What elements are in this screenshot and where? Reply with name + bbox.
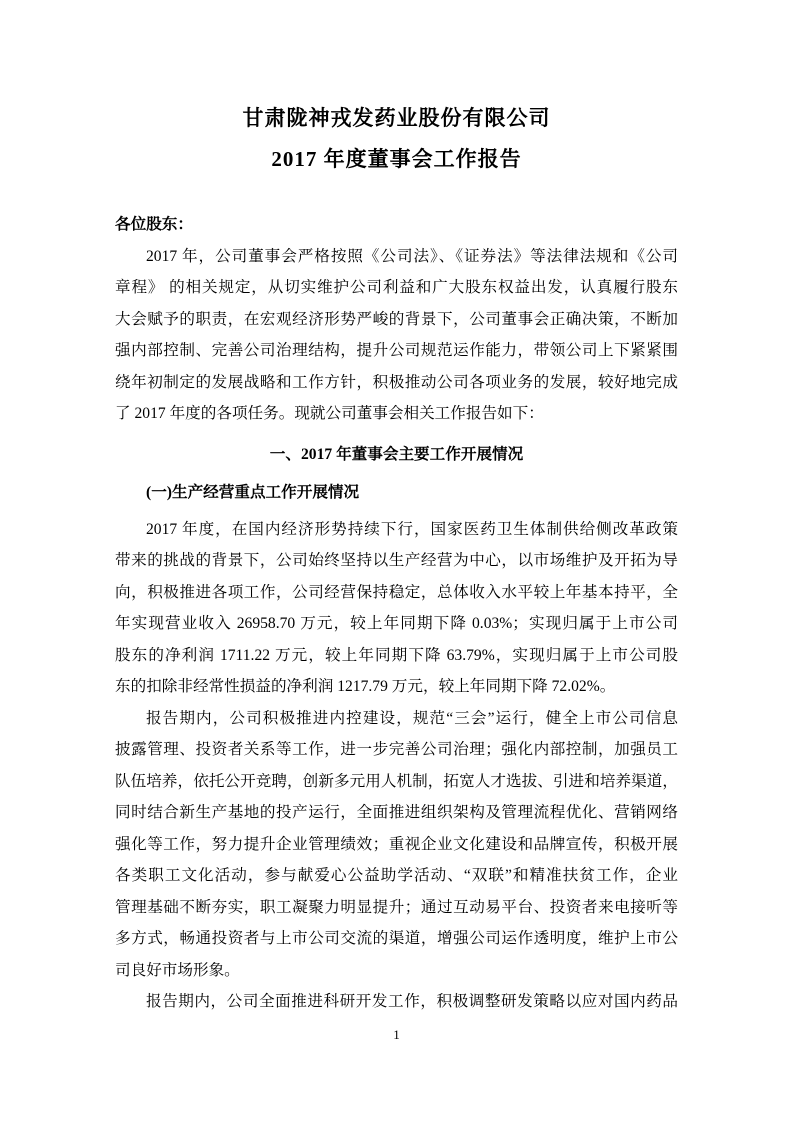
sub-heading: (一)生产经营重点工作开展情况 (146, 484, 360, 501)
paragraph-line: 股东的净利润 1711.22 万元，较上年同期下降 63.79%，实现归属于上市公司股 (115, 646, 678, 664)
paragraph-line: 各类职工文化活动，参与献爱心公益助学活动、“双联”和精准扶贫工作，企业 (115, 867, 678, 884)
paragraph-line: 了 2017 年度的各项任务。现就公司董事会相关工作报告如下： (115, 405, 544, 422)
body-paragraph-1 (115, 514, 678, 703)
paragraph-line: 队伍培养，依托公开竞聘，创新多元用人机制，拓宽人才选拔、引进和培养渠道， (115, 772, 678, 790)
paragraph-line: 报告期内，公司积极推进内控建设，规范“三会”运行，健全上市公司信息 (146, 709, 678, 727)
paragraph-line: 强化等工作，努力提升企业管理绩效；重视企业文化建设和品牌宣传，积极开展 (115, 835, 678, 853)
paragraph-line: 大会赋予的职责，在宏观经济形势严峻的背景下，公司董事会正确决策，不断加 (115, 310, 678, 328)
paragraph-line: 章程》 的相关规定，从切实维护公司利益和广大股东权益出发，认真履行股东 (115, 279, 678, 296)
paragraph-line: 多方式，畅通投资者与上市公司交流的渠道，增强公司运作透明度，维护上市公 (115, 930, 678, 947)
paragraph-line: 管理基础不断夯实，职工凝聚力明显提升；通过互动易平台、投资者来电接听等 (115, 898, 678, 916)
paragraph-line: 司良好市场形象。 (115, 961, 240, 979)
paragraph-line: 东的扣除非经常性损益的净利润 1217.79 万元，较上年同期下降 72.02%。 (115, 678, 616, 695)
paragraph-line: 2017 年，公司董事会严格按照《公司法》、《证券法》等法律法规和《公司 (146, 247, 678, 265)
paragraph-line: 绕年初制定的发展战略和工作方针，积极推动公司各项业务的发展，较好地完成 (115, 373, 678, 391)
paragraph-line: 强内部控制、完善公司治理结构，提升公司规范运作能力，带领公司上下紧紧围 (115, 342, 678, 359)
document-content (115, 0, 678, 1018)
greeting-line: 各位股东： (115, 216, 193, 233)
body-paragraph-2 (115, 703, 678, 987)
document-title-line1: 甘肃陇神戎发药业股份有限公司 (242, 106, 551, 130)
paragraph-line: 向，积极推进各项工作，公司经营保持稳定，总体收入水平较上年基本持平，全 (115, 583, 678, 601)
section-heading: 一、2017 年董事会主要工作开展情况 (269, 445, 524, 463)
paragraph-line: 报告期内，公司全面推进科研开发工作，积极调整研发策略以应对国内药品 (146, 993, 678, 1010)
paragraph-line: 年实现营业收入 26958.70 万元，较上年同期下降 0.03%；实现归属于上市公司 (115, 615, 678, 632)
paragraph-line: 带来的挑战的背景下，公司始终坚持以生产经营为中心，以市场维护及开拓为导 (115, 552, 678, 569)
body-paragraph-3 (115, 986, 678, 1018)
paragraph-line: 同时结合新生产基地的投产运行，全面推进组织架构及管理流程优化、营销网络 (115, 804, 678, 821)
intro-paragraph (115, 241, 678, 430)
document-title-line2: 2017 年度董事会工作报告 (271, 147, 522, 171)
page-number: 1 (393, 1027, 400, 1042)
paragraph-line: 披露管理、投资者关系等工作，进一步完善公司治理；强化内部控制，加强员工 (115, 741, 678, 758)
paragraph-line: 2017 年度，在国内经济形势持续下行，国家医药卫生体制供给侧改革政策 (146, 520, 678, 538)
